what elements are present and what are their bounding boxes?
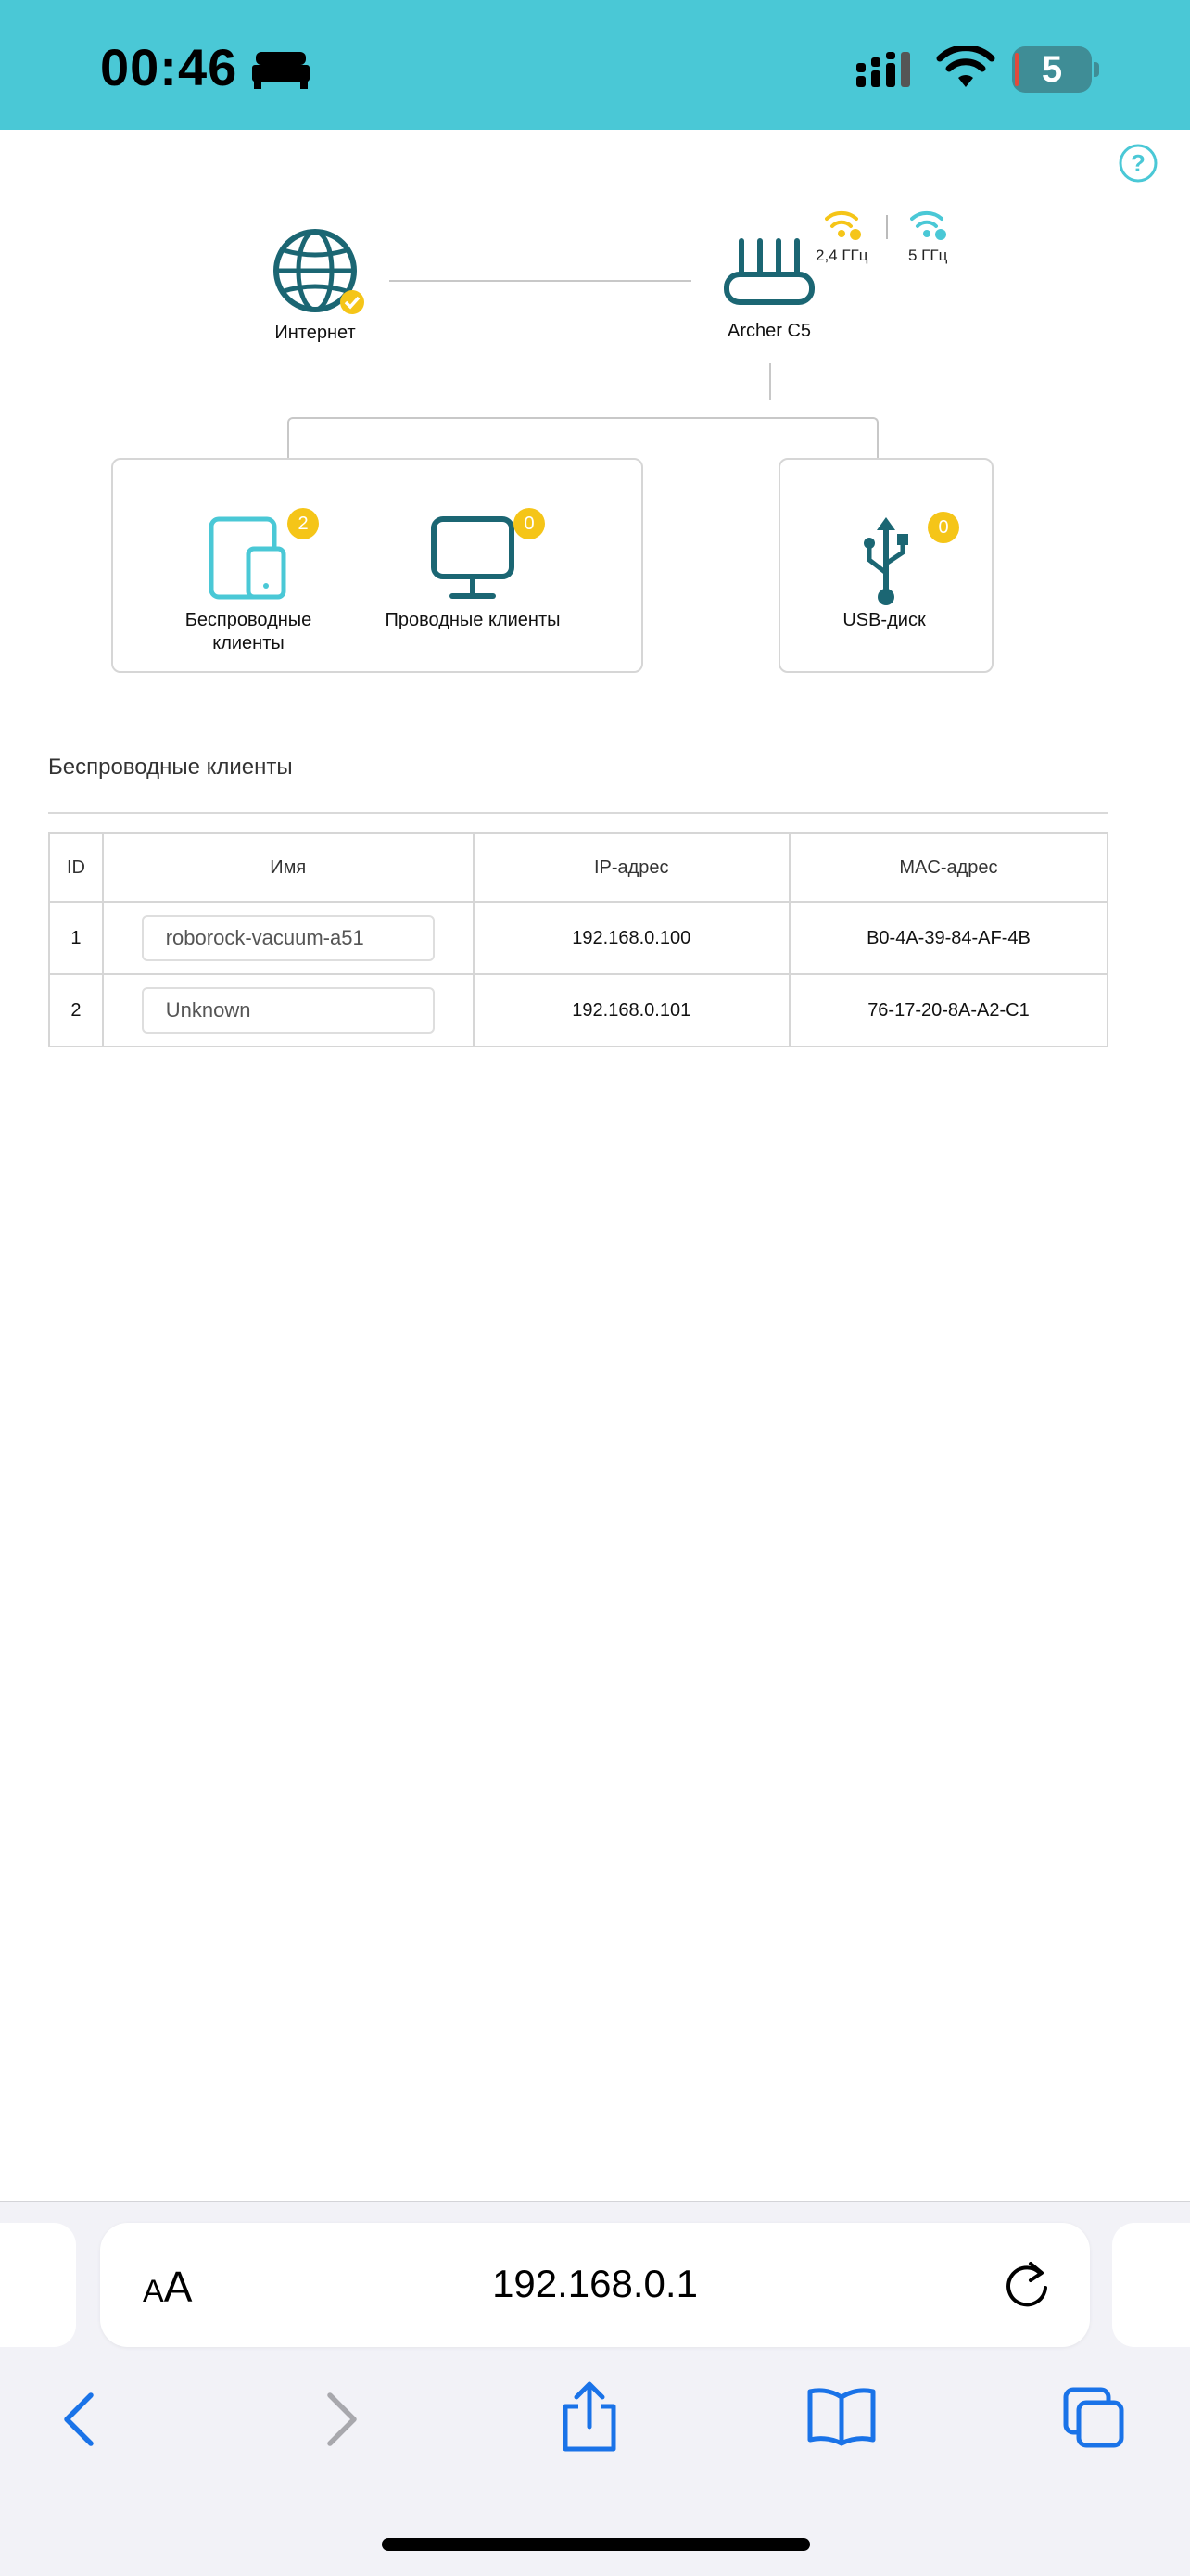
battery-level: 5 bbox=[1041, 49, 1063, 90]
header-name: Имя bbox=[103, 833, 474, 902]
wireless-label-line1: Беспроводные bbox=[184, 610, 312, 630]
page-settings-button[interactable] bbox=[143, 2262, 192, 2312]
aa-large: A bbox=[163, 2263, 193, 2311]
table-row bbox=[49, 974, 1108, 1047]
row-name-cell bbox=[103, 902, 474, 974]
aa-small: A bbox=[143, 2274, 164, 2309]
band-24-label: 2,4 ГГц bbox=[816, 247, 868, 264]
router-label: Archer C5 bbox=[727, 321, 812, 341]
band-5-label: 5 ГГц bbox=[908, 247, 948, 264]
wifi-24ghz-icon[interactable] bbox=[825, 209, 862, 241]
share-icon[interactable] bbox=[560, 2380, 619, 2455]
wired-clients-label[interactable]: Проводные клиенты bbox=[385, 610, 561, 630]
previous-tab-pill[interactable] bbox=[0, 2223, 76, 2347]
section-divider bbox=[48, 812, 1108, 814]
usb-icon[interactable] bbox=[858, 515, 914, 608]
tabs-icon[interactable] bbox=[1062, 2386, 1127, 2451]
signal-icon bbox=[853, 48, 918, 91]
wireless-clients-label[interactable] bbox=[167, 610, 330, 654]
section-title: Беспроводные клиенты bbox=[48, 755, 293, 780]
wifi-5ghz-icon[interactable] bbox=[910, 209, 947, 241]
home-indicator bbox=[382, 2538, 810, 2551]
wireless-devices-icon[interactable] bbox=[206, 515, 289, 601]
router-icon[interactable] bbox=[723, 237, 816, 308]
bookmarks-icon[interactable] bbox=[806, 2386, 877, 2447]
header-ip: IP-адрес bbox=[474, 833, 790, 902]
usb-count-badge: 0 bbox=[928, 512, 959, 543]
row-ip: 192.168.0.100 bbox=[474, 902, 790, 974]
reload-icon[interactable] bbox=[1003, 2256, 1053, 2312]
bed-icon bbox=[252, 48, 310, 89]
device-name-input[interactable]: Unknown bbox=[142, 987, 435, 1034]
battery-cap bbox=[1094, 62, 1099, 77]
clients-table bbox=[48, 832, 1108, 1047]
row-name-cell bbox=[103, 974, 474, 1047]
wired-count-badge: 0 bbox=[513, 508, 545, 539]
help-icon[interactable] bbox=[1118, 143, 1158, 184]
table-header-row bbox=[49, 833, 1108, 902]
monitor-icon[interactable] bbox=[428, 515, 517, 601]
wireless-count-badge: 2 bbox=[287, 508, 319, 539]
row-mac: B0-4A-39-84-AF-4B bbox=[790, 902, 1108, 974]
header-mac: MAC-адрес bbox=[790, 833, 1108, 902]
internet-label: Интернет bbox=[274, 323, 356, 343]
url-text[interactable]: 192.168.0.1 bbox=[492, 2262, 698, 2305]
row-id: 1 bbox=[49, 902, 103, 974]
usb-label[interactable]: USB-диск bbox=[842, 610, 926, 630]
row-id: 2 bbox=[49, 974, 103, 1047]
globe-icon[interactable] bbox=[271, 226, 367, 323]
row-ip: 192.168.0.101 bbox=[474, 974, 790, 1047]
wireless-label-line2: клиенты bbox=[212, 633, 285, 654]
next-tab-pill[interactable] bbox=[1112, 2223, 1190, 2347]
back-icon[interactable] bbox=[61, 2392, 98, 2447]
status-time: 00:46 bbox=[100, 38, 238, 96]
band-divider bbox=[886, 215, 888, 239]
connector-vertical bbox=[769, 363, 771, 400]
header-id: ID bbox=[49, 833, 103, 902]
wifi-icon bbox=[936, 46, 995, 91]
device-name-input[interactable]: roborock-vacuum-a51 bbox=[142, 915, 435, 961]
forward-icon[interactable] bbox=[323, 2392, 360, 2447]
row-mac: 76-17-20-8A-A2-C1 bbox=[790, 974, 1108, 1047]
svg-text:?: ? bbox=[1131, 149, 1146, 177]
connector-bracket bbox=[287, 417, 879, 458]
table-row bbox=[49, 902, 1108, 974]
connection-line bbox=[389, 280, 691, 282]
